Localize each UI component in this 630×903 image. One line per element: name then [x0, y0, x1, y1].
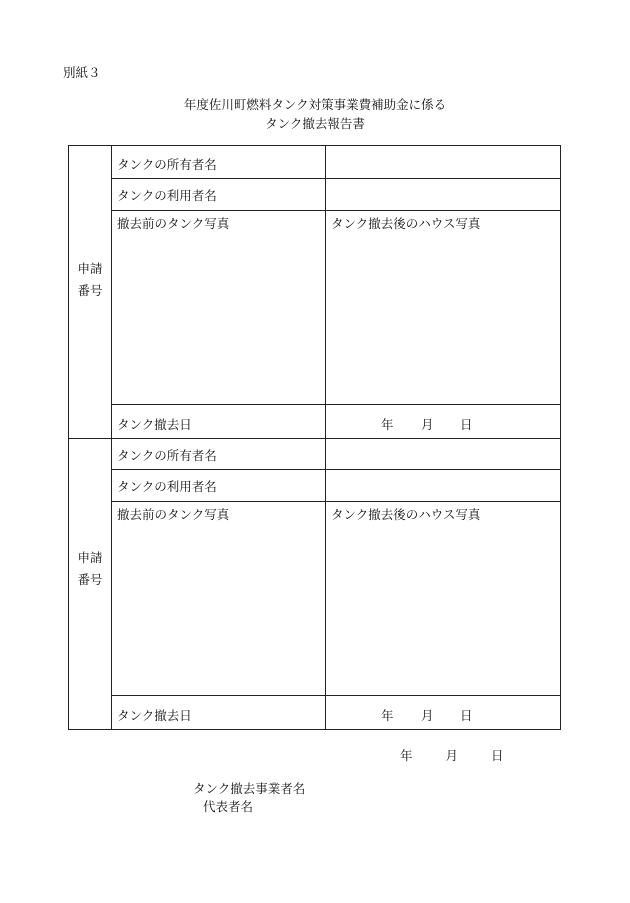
- report-title-line1: 年度佐川町燃料タンク対策事業費補助金に係る: [183, 97, 447, 112]
- photo-before-area[interactable]: [112, 232, 324, 402]
- report-date-day: 日: [490, 748, 504, 763]
- user-label: タンクの利用者名: [117, 479, 217, 494]
- photo-after-label: タンク撤去後のハウス写真: [331, 507, 481, 522]
- user-name-field[interactable]: [326, 179, 560, 210]
- date-month-label: 月: [421, 417, 434, 432]
- attachment-number: 別紙３: [63, 65, 101, 80]
- application-number-label: 申請 番号: [77, 261, 103, 298]
- photo-after-label: タンク撤去後のハウス写真: [331, 216, 481, 231]
- photo-after-area[interactable]: [326, 523, 560, 693]
- owner-name-field[interactable]: [326, 146, 560, 178]
- report-date-month: 月: [445, 748, 458, 763]
- photo-before-area[interactable]: [112, 523, 324, 693]
- report-date: [400, 746, 503, 764]
- date-year-label: 年: [381, 708, 394, 723]
- owner-label: タンクの所有者名: [117, 448, 217, 463]
- report-date-year: 年: [400, 748, 413, 763]
- report-title-line2: タンク撤去報告書: [265, 116, 365, 131]
- row-divider: [111, 501, 561, 502]
- photo-after-area[interactable]: [326, 232, 560, 402]
- representative-name-label: 代表者名: [203, 799, 254, 814]
- row-divider: [111, 404, 561, 405]
- date-year-label: 年: [381, 417, 394, 432]
- user-label: タンクの利用者名: [117, 188, 217, 203]
- form-block-1: [68, 145, 561, 439]
- user-name-field[interactable]: [326, 470, 560, 501]
- date-day-label: 日: [460, 708, 473, 723]
- contractor-name-label: タンク撤去事業者名: [193, 781, 306, 796]
- removal-date-label: タンク撤去日: [117, 708, 192, 723]
- removal-date-label: タンク撤去日: [117, 417, 192, 432]
- photo-before-label: 撤去前のタンク写真: [117, 216, 230, 231]
- date-day-label: 日: [460, 417, 473, 432]
- owner-name-field[interactable]: [326, 439, 560, 469]
- application-number-label: 申請 番号: [77, 550, 103, 587]
- row-divider: [111, 210, 561, 211]
- photo-before-label: 撤去前のタンク写真: [117, 507, 230, 522]
- date-month-label: 月: [421, 708, 434, 723]
- owner-label: タンクの所有者名: [117, 157, 217, 172]
- row-divider: [111, 695, 561, 696]
- form-block-2: [68, 438, 561, 730]
